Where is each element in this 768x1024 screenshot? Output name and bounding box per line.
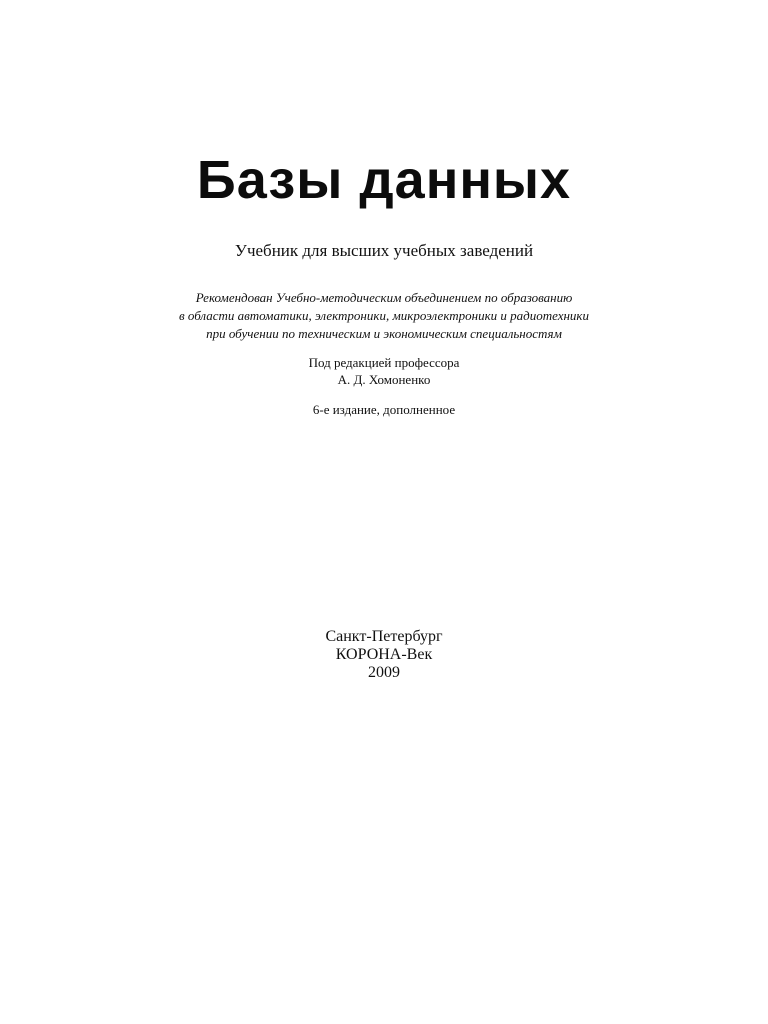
book-title: Базы данных: [196, 150, 572, 210]
recommendation-line: Рекомендован Учебно-методическим объединением по образованию: [195, 290, 573, 305]
book-subtitle: Учебник для высших учебных заведений: [234, 241, 534, 260]
recommendation-line: при обучении по техническим и экономическим специальностям: [206, 326, 562, 341]
recommendation-line: в области автоматики, электроники, микроэлектроники и радиотехники: [178, 308, 590, 323]
imprint-year: 2009: [368, 664, 400, 681]
edition-note: 6-е издание, дополненное: [312, 402, 456, 417]
imprint-publisher: КОРОНА-Век: [335, 646, 433, 663]
imprint-block: [0, 628, 768, 682]
recommendation-note: [0, 289, 768, 343]
editor-name: А. Д. Хомоненко: [337, 372, 431, 387]
editor-role: Под редакцией профессора: [308, 355, 460, 370]
editor-block: [0, 354, 768, 388]
imprint-city: Санкт-Петербург: [325, 628, 443, 645]
